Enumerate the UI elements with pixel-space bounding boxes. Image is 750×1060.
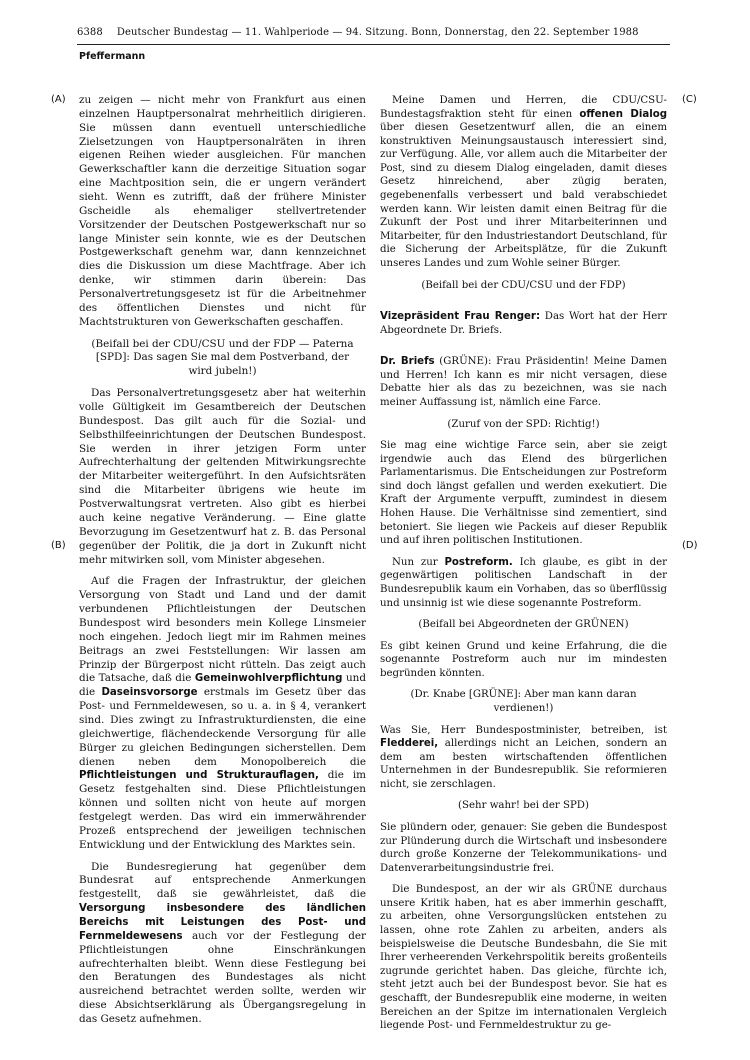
page-number: 6388 bbox=[77, 27, 103, 38]
paragraph: Was Sie, Herr Bundespostminister, betreiben, ist Fledderei, allerdings nicht an Leichen, sondern an dem am besten wirtschaftenden öffentlichen Unternehmen in der Bundesrepublik. Sie reformieren nicht, sie zerschlagen. bbox=[380, 724, 667, 790]
paragraph: Sie mag eine wichtige Farce sein, aber sie zeigt irgendwie auch das Elend des bürgerlichen Parlamentarismus. Die Entscheidungen zur Postreform sind doch längst gefallen und werden exekutiert. Die Kraft der Argumente verpufft, zumindest in diesem Hohen Hause. Die Verhältnisse sind zementiert, sind betoniert. Sie liegen wie Packeis auf dieser Republik und auf ihren politischen Institutionen. bbox=[380, 440, 667, 547]
paragraph: Die Bundespost, an der wir als GRÜNE durchaus unsere Kritik haben, hat es aber immerhin geschafft, zu arbeiten, ohne Versorgungslücken entstehen zu lassen, ohne rote Zahlen zu arbeiten, anders als beispielsweise die Deutsche Bundesbahn, die Sie mit Ihrer verheerenden Verkehrspolitik bereits großenteils zugrunde gerichtet haben. Das gleiche, fürchte ich, steht jetzt auch bei der Bundespost bevor. Sie hat es geschafft, der Bundesrepublik eine moderne, in weiten Bereichen an der Spitze im internationalen Vergleich liegende Post- und Fernmeldestruktur zu ge- bbox=[380, 884, 667, 1032]
bold-term: Postreform. bbox=[444, 556, 513, 568]
interjection: (Beifall bei Abgeordneten der GRÜNEN) bbox=[418, 619, 629, 631]
paragraph: Die Bundesregierung hat gegenüber dem Bundesrat auf entsprechende Anmerkungen festgestellt, daß sie gewährleistet, daß die Versorgung insbesondere des ländlichen Bereichs mit Leistungen des Post- und Fernmeldewesens auch vor der Festlegung der Pflichtleistungen ohne Einschränkungen aufrechterhalten bleibt. Wenn diese Festlegung bei den Beratungen des Bundestages als nicht ausreichend betrachtet werden sollte, werden wir diese Absichtserklärung als Übergangsregelung in das Gesetz aufnehmen. bbox=[79, 860, 366, 1025]
bold-term: Daseinsvorsorge bbox=[101, 687, 198, 699]
speaker-name: Vizepräsident Frau Renger: bbox=[380, 311, 541, 323]
interjection: (Zuruf von der SPD: Richtig!) bbox=[447, 418, 600, 430]
bold-term: Pflichtleistungen und Strukturauflagen, bbox=[79, 770, 319, 782]
paragraph: Dr. Briefs (GRÜNE): Frau Präsidentin! Meine Damen und Herren! Ich kann es mir nicht versagen, diese Debatte hier als das zu bezeichnen, was sie nach meiner Auffassung ist, nämlich eine Farce. bbox=[380, 356, 667, 408]
paragraph: Auf die Fragen der Infrastruktur, der gleichen Versorgung von Stadt und Land und der damit verbundenen Pflichtleistungen der Deutschen Bundespost wird besonders mein Kollege Linsmeier noch eingehen. Jedoch liegt mir im Rahmen meines Beitrags an zwei Feststellungen: Wir lassen am Prinzip der Bürgerpost nicht rütteln. Das zeigt auch die Tatsache, daß die Gemeinwohlverpflichtung und die Daseinsvorsorge erstmals im Gesetz über das Post- und Fernmeldewesen, so u. a. in § 4, verankert sind. Dies zwingt zu Infrastrukturdiensten, die eine gleichwertige, flächendeckende Versorgung für alle Bürger zu gleichen Bedingungen sicherstellen. Dem dienen neben dem Monopolbereich die Pflichtleistungen und Strukturauflagen, die im Gesetz festgehalten sind. Diese Pflichtleistungen können und sollten nicht von heute auf morgen festgelegt werden. Das wird ein immerwährender Prozeß entsprechend der jeweiligen technischen Entwicklung und der Entwicklung des Marktes sein. bbox=[79, 575, 366, 851]
interjection: (Sehr wahr! bei der SPD) bbox=[458, 800, 589, 812]
bold-term: Gemeinwohlverpflichtung bbox=[194, 673, 343, 685]
paragraph: Meine Damen und Herren, die CDU/CSU-Bundestagsfraktion steht für einen offenen Dialog über diesen Gesetzentwurf allen, die an einem konstruktiven Meinungsaustausch interessiert sind, zur Verfügung. Alle, vor allem auch die Mitarbeiter der Post, sind zu diesem Dialog eingeladen, damit dieses Gesetz hinreichend, aber zügig beraten, gegebenenfalls verbessert und bald verabschiedet werden kann. Wir leisten damit einen Beitrag für die Zukunft der Post und ihrer Mitarbeiterinnen und Mitarbeiter, für den Industriestandort Deutschland, für die Sicherung der Arbeitsplätze, für die Zukunft unseres Landes und zum Wohle seiner Bürger. bbox=[380, 95, 667, 269]
interjection: (Beifall bei der CDU/CSU und der FDP) bbox=[421, 279, 626, 291]
paragraph: Es gibt keinen Grund und keine Erfahrung, die die sogenannte Postreform auch nur im mindesten begründen könnten. bbox=[380, 640, 667, 679]
margin-marker-c: (C) bbox=[682, 94, 697, 105]
paragraph: Nun zur Postreform. Ich glaube, es gibt in der gegenwärtigen politischen Landschaft in der Bundesrepublik kaum ein Vorhaben, das so überflüssig und unsinnig ist wie diese sogenannte Postreform. bbox=[380, 556, 667, 609]
page-header bbox=[77, 27, 672, 38]
margin-marker-a: (A) bbox=[51, 94, 66, 105]
paragraph: zu zeigen — nicht mehr von Frankfurt aus einen einzelnen Hauptpersonalrat mehrheitlich dirigieren. Sie müssen dann eventuell unterschiedliche Zielsetzungen von Hauptpersonalräten in ihren eigenen Reihen wieder ausgleichen. Für manchen Gewerkschaftler kann die derzeitige Situation sogar eine Machtposition sein, die er ungern verändert sieht. Wenn es zutrifft, daß der frühere Minister Gscheidle als ehemaliger stellvertretender Vorsitzender der Deutschen Postgewerkschaft nur so lange Minister sein konnte, wie es der Deutschen Postgewerkschaft genehm war, dann kennzeichnet dies die Diskussion um diese Machtfrage. Aber ich denke, wir stimmen darin überein: Das Personalvertretungsgesetz ist für die Arbeitnehmer des öffentlichen Dienstes und nicht für Machtstrukturen von Gewerkschaften geschaffen. bbox=[79, 94, 366, 328]
header-rule bbox=[77, 44, 670, 45]
interjection: (Dr. Knabe [GRÜNE]: Aber man kann daran verdienen!) bbox=[410, 689, 637, 714]
paragraph: Sie plündern oder, genauer: Sie geben die Bundespost zur Plünderung durch die Wirtschaft und insbesondere durch große Konzerne der Telekommunikations- und Datenverarbeitungsindustrie frei. bbox=[380, 822, 667, 874]
paragraph: Das Personalvertretungsgesetz aber hat weiterhin volle Gültigkeit im Gesamtbereich der Deutschen Bundespost. Das gilt auch für die Sozial- und Selbsthilfeeinrichtungen der Deutschen Bundespost. Sie werden in ihrer jetzigen Form unter Aufrechterhaltung der geltenden Mitwirkungsrechte der Mitarbeiter weitergeführt. In den Aufsichtsräten sind die Mitarbeiter übrigens wie heute im Postverwaltungsrat vertreten. Also gibt es hierbei auch keine negative Veränderung. — Eine glatte Bevorzugung im Gesetzentwurf hat z. B. das Personal gegenüber der Politik, die ja dort in Zukunft nicht mehr mitwirken soll, vom Minister abgesehen. bbox=[79, 387, 366, 566]
bold-term: offenen Dialog bbox=[579, 108, 667, 120]
speaker-running-head: Pfeffermann bbox=[79, 51, 146, 62]
speaker-name: Dr. Briefs bbox=[380, 356, 435, 368]
bold-term: Fledderei, bbox=[380, 738, 439, 750]
interjection: (Beifall bei der CDU/CSU und der FDP — Paterna [SPD]: Das sagen Sie mal dem Postverband, der wird jubeln!) bbox=[91, 337, 354, 378]
running-title: Deutscher Bundestag — 11. Wahlperiode — 94. Sitzung. Bonn, Donnerstag, den 22. September 1988 bbox=[116, 27, 639, 38]
bold-term: Versorgung insbesondere des ländlichen Bereichs mit Leistungen des Post- und Fernmeldewesens bbox=[79, 903, 366, 942]
paragraph: Vizepräsident Frau Renger: Das Wort hat der Herr Abgeordnete Dr. Briefs. bbox=[380, 311, 667, 336]
right-column bbox=[380, 94, 667, 1041]
left-column bbox=[79, 94, 366, 1035]
margin-marker-d: (D) bbox=[682, 540, 698, 551]
margin-marker-b: (B) bbox=[51, 540, 66, 551]
